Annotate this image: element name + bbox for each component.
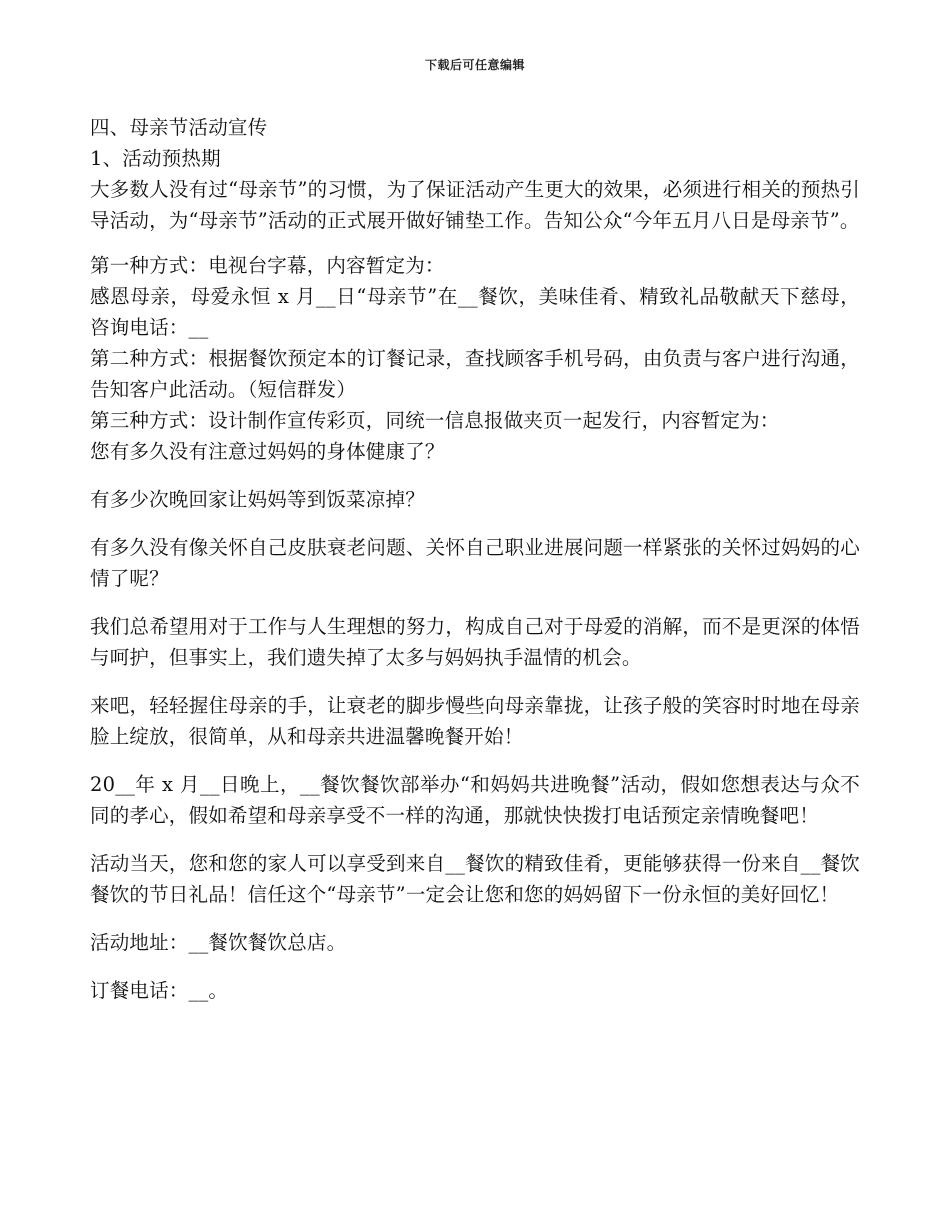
question-health: 您有多久没有注意过妈妈的身体健康了？	[90, 440, 445, 463]
method-one-content: 感恩母亲，母爱永恒 x 月__日“母亲节”在__餐饮，美味佳肴、精致礼品敬献天下慈母，咨询电话：__	[90, 285, 860, 339]
method-two-paragraph: 第二种方式：根据餐饮预定本的订餐记录，查找顾客手机号码，由负责与客户进行沟通，告知客户此活动。（短信群发）	[90, 347, 860, 401]
document-body	[90, 112, 860, 1006]
page-header: 下载后可任意编辑	[424, 58, 525, 72]
come-paragraph: 来吧，轻轻握住母亲的手，让衰老的脚步慢些向母亲靠拢，让孩子般的笑容时时地在母亲脸上绽放，很简单，从和母亲共进温馨晚餐开始！	[90, 694, 860, 748]
question-waiting: 有多少次晚回家让妈妈等到饭菜凉掉？	[90, 488, 425, 511]
activity-address: 活动地址：__餐饮餐饮总店。	[90, 931, 347, 954]
subsection-title: 1、活动预热期	[90, 147, 221, 170]
booking-phone: 订餐电话：__。	[90, 979, 229, 1002]
activity-day-paragraph: 活动当天，您和您的家人可以享受到来自__餐饮的精致佳肴，更能够获得一份来自__餐饮餐饮的节日礼品！信任这个“母亲节”一定会让您和您的妈妈留下一份永恒的美好回忆！	[90, 852, 860, 906]
hope-paragraph: 我们总希望用对于工作与人生理想的努力，构成自己对于母爱的消解，而不是更深的体悟与呵护，但事实上，我们遗失掉了太多与妈妈执手温情的机会。	[90, 615, 860, 669]
method-three-label: 第三种方式：设计制作宣传彩页，同统一信息报做夹页一起发行，内容暂定为：	[90, 409, 780, 432]
section-title: 四、母亲节活动宣传	[90, 116, 268, 139]
method-one-label: 第一种方式：电视台字幕，内容暂定为：	[90, 254, 445, 277]
question-care: 有多久没有像关怀自己皮肤衰老问题、关怀自己职业进展问题一样紧张的关怀过妈妈的心情了呢？	[90, 536, 860, 590]
event-paragraph: 20__年 x 月__日晚上，__餐饮餐饮部举办“和妈妈共进晚餐”活动，假如您想表达与众不同的孝心，假如希望和母亲享受不一样的沟通，那就快快拨打电话预定亲情晚餐吧！	[90, 773, 860, 827]
intro-paragraph: 大多数人没有过“母亲节”的习惯，为了保证活动产生更大的效果，必须进行相关的预热引导活动，为“母亲节”活动的正式展开做好铺垫工作。告知公众“今年五月八日是母亲节”。	[90, 178, 860, 232]
